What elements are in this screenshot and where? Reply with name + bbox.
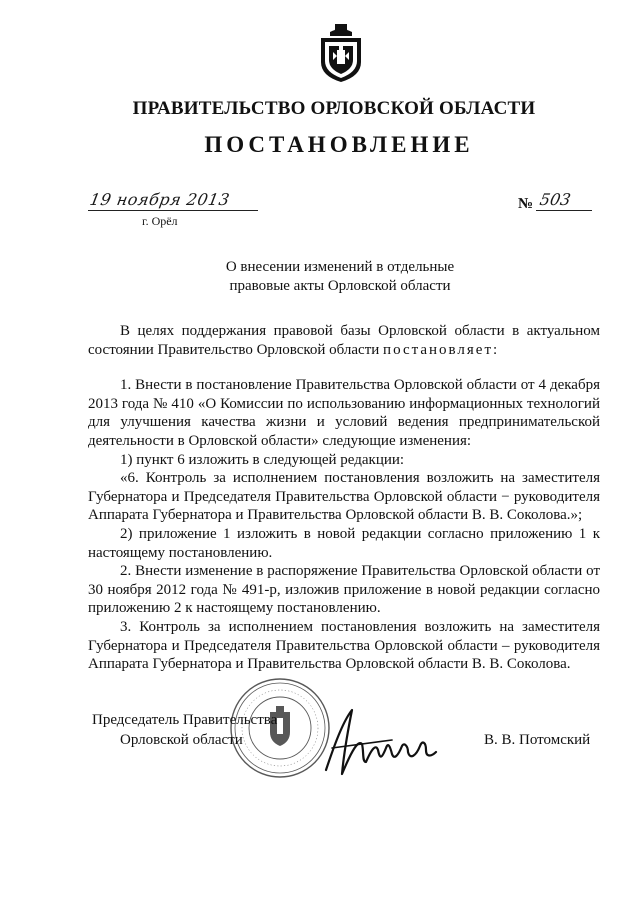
number-underline bbox=[536, 210, 592, 211]
city-label: г. Орёл bbox=[142, 214, 178, 228]
signature-block bbox=[0, 708, 640, 788]
document-type: ПОСТАНОВЛЕНИЕ bbox=[204, 132, 474, 157]
document-body bbox=[88, 322, 600, 674]
preamble bbox=[88, 322, 600, 359]
item-1-1-quote: «6. Контроль за исполнением постановления возложить на заместителя Губернатора и Председателя Правительства Орловской области − руководителя Аппарата Губернатора и Правительства Орловской области В. В. Соколова.»; bbox=[88, 470, 600, 524]
signatory-position-line-1: Председатель Правительства bbox=[92, 712, 278, 728]
item-2: 2. Внести изменение в распоряжение Правительства Орловской области от 30 ноября 2012 года № 491-р, изложив приложение в новой редакции согласно приложению 2 к настоящему постановлению. bbox=[88, 563, 600, 617]
item-1-1: 1) пункт 6 изложить в следующей редакции: bbox=[120, 451, 405, 468]
item-3: 3. Контроль за исполнением постановления возложить на заместителя Губернатора и Председателя Правительства Орловской области – руководителя Аппарата Губернатора и Правительства Орловской области В. В. Соколова. bbox=[88, 618, 600, 673]
date-underline bbox=[88, 210, 258, 211]
signatory-position-line-2: Орловской области bbox=[120, 732, 243, 748]
resolves-word: постановляет bbox=[383, 341, 494, 358]
subject-line-2: правовые акты Орловской области bbox=[229, 278, 451, 294]
number-label: № bbox=[518, 196, 534, 212]
paragraph-gap bbox=[88, 359, 600, 376]
preamble-colon: : bbox=[493, 341, 498, 358]
government-title: ПРАВИТЕЛЬСТВО ОРЛОВСКОЙ ОБЛАСТИ bbox=[132, 98, 536, 119]
preamble-text: В целях поддержания правовой базы Орловской области в актуальном состоянии Правительство Орловской области bbox=[88, 323, 600, 358]
orel-coat-of-arms-icon bbox=[316, 22, 366, 84]
signatory-name: В. В. Потомский bbox=[484, 732, 591, 748]
item-1-2: 2) приложение 1 изложить в новой редакции согласно приложению 1 к настоящему постановлению. bbox=[88, 525, 600, 561]
document-number: 503 bbox=[538, 190, 573, 209]
item-1: 1. Внести в постановление Правительства Орловской области от 4 декабря 2013 года № 410 «О Комиссии по использованию информационных технологий для улучшения качества жизни и условий ведения предпринимательской деятельности в Орловской области» следующие изменения: bbox=[88, 377, 600, 449]
document-date: 19 ноября 2013 bbox=[88, 190, 232, 209]
document-subject bbox=[180, 258, 500, 296]
subject-line-1: О внесении изменений в отдельные bbox=[225, 259, 455, 275]
